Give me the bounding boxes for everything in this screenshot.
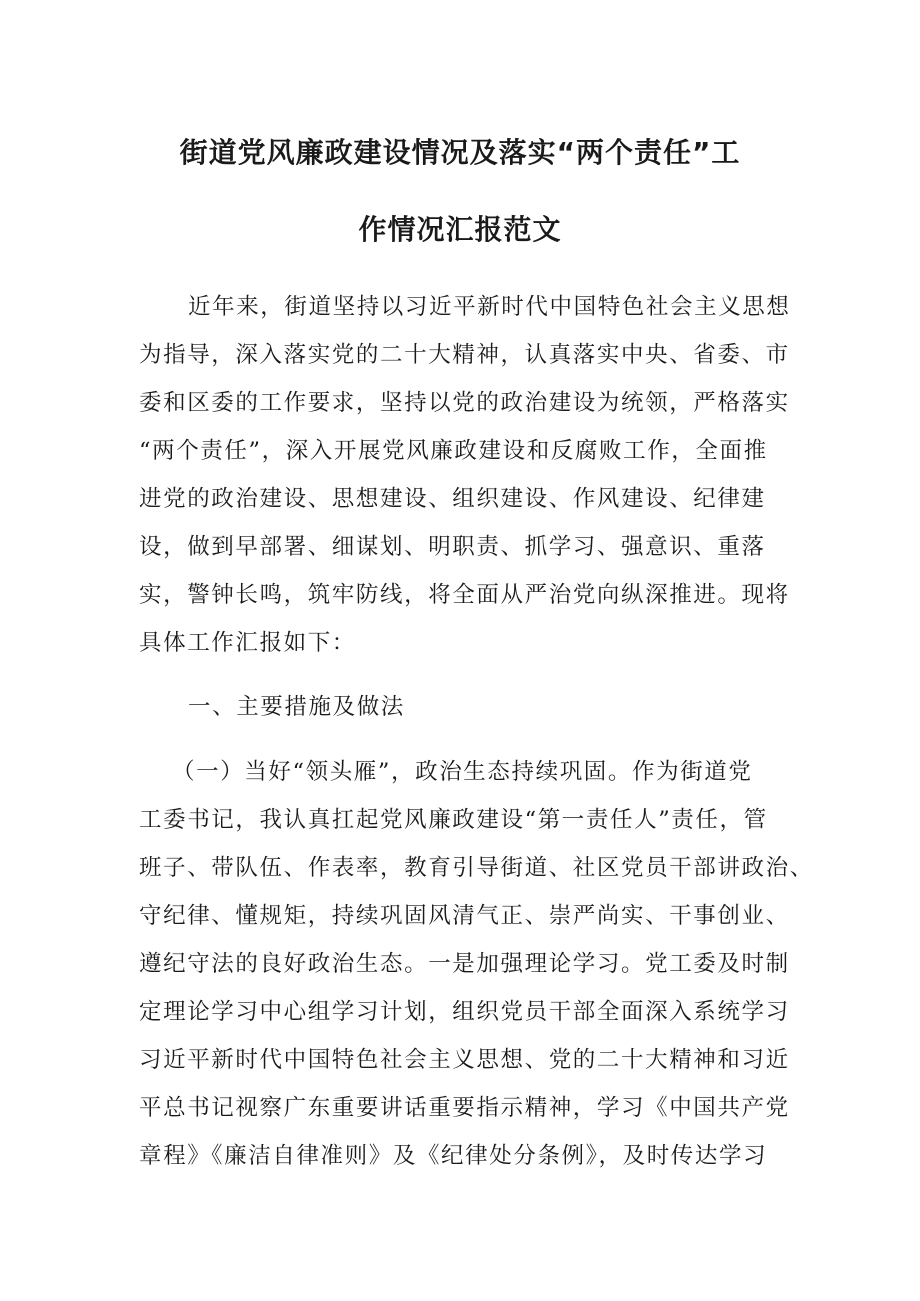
body-line: 章程》《廉洁自律准则》及《纪律处分条例》，及时传达学习 xyxy=(139,1143,768,1169)
body-line: 守纪律、懂规矩，持续巩固风清气正、崇严尚实、干事创业、 xyxy=(139,903,790,929)
body-line: （一）当好“领头雁”，政治生态持续巩固。作为街道党 xyxy=(172,759,753,785)
body-line: 工委书记，我认真扛起党风廉政建设“第一责任人”责任，管 xyxy=(139,807,768,833)
document-title-line-1: 街道党风廉政建设情况及落实“两个责任”工 xyxy=(179,136,741,169)
body-line: “两个责任”，深入开展党风廉政建设和反腐败工作，全面推 xyxy=(139,438,768,464)
body-line: 实，警钟长鸣，筑牢防线，将全面从严治党向纵深推进。现将 xyxy=(139,582,790,608)
body-line: 平总书记视察广东重要讲话重要指示精神，学习《中国共产党 xyxy=(139,1095,790,1121)
body-line: 进党的政治建设、思想建设、组织建设、作风建设、纪律建 xyxy=(139,486,766,512)
body-line: 为指导，深入落实党的二十大精神，认真落实中央、省委、市 xyxy=(139,342,790,368)
body-line: 班子、带队伍、作表率，教育引导街道、社区党员干部讲政治、 xyxy=(139,855,814,881)
body-line: 遵纪守法的良好政治生态。一是加强理论学习。党工委及时制 xyxy=(139,951,790,977)
body-line: 定理论学习中心组学习计划，组织党员干部全面深入系统学习 xyxy=(139,999,790,1025)
document-title-line-2: 作情况汇报范文 xyxy=(358,213,562,246)
body-line: 设，做到早部署、细谋划、明职责、抓学习、强意识、重落 xyxy=(139,534,766,560)
body-line: 具体工作汇报如下： xyxy=(139,630,356,656)
body-line: 委和区委的工作要求，坚持以党的政治建设为统领，严格落实 xyxy=(139,390,790,416)
body-line: 习近平新时代中国特色社会主义思想、党的二十大精神和习近 xyxy=(139,1047,790,1073)
section-heading: 一、主要措施及做法 xyxy=(188,694,405,720)
body-line: 近年来，街道坚持以习近平新时代中国特色社会主义思想 xyxy=(188,294,791,320)
